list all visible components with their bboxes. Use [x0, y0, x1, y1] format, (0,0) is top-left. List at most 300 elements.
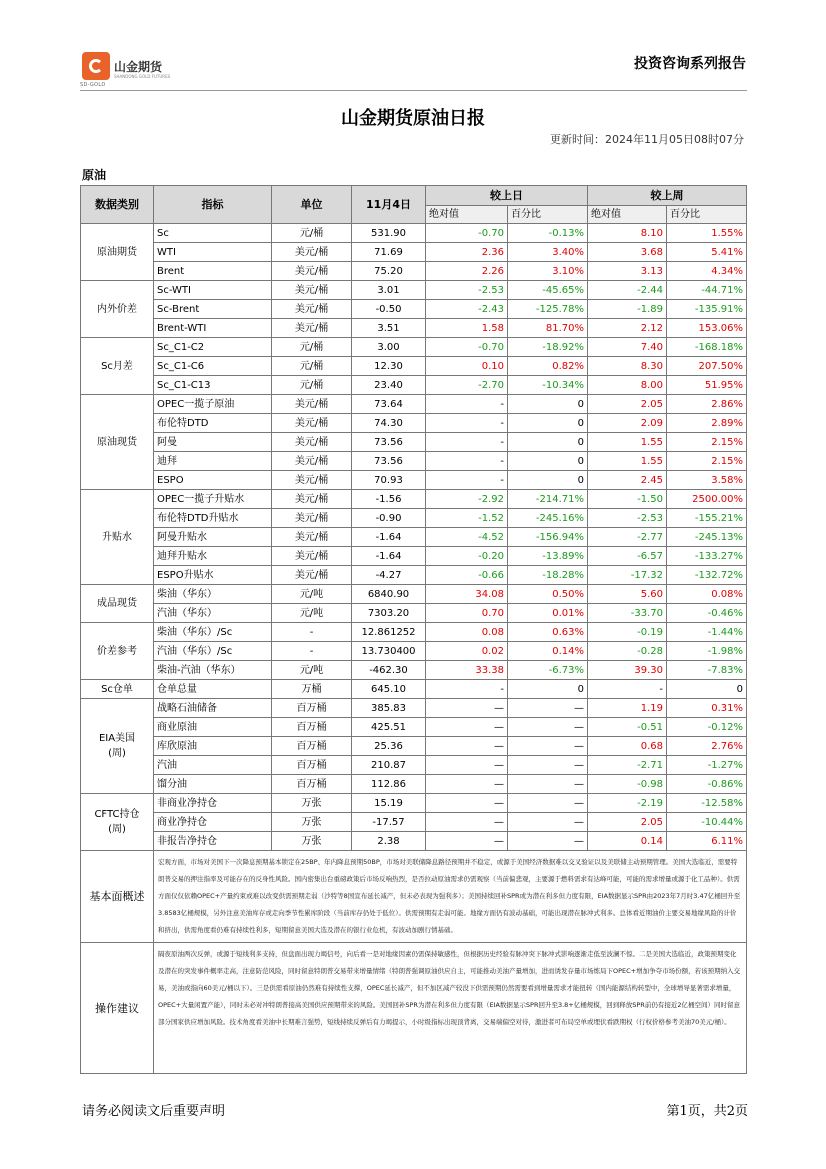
value-cell: 13.730400 — [352, 642, 426, 661]
advice-label: 操作建议 — [81, 943, 154, 1074]
unit-cell: 元/桶 — [272, 224, 352, 243]
indicator-cell: 柴油（华东） — [154, 585, 272, 604]
day-abs-cell: - — [426, 452, 508, 471]
day-abs-cell: — — [426, 813, 508, 832]
day-abs-cell: -2.53 — [426, 281, 508, 300]
table-row — [81, 452, 747, 471]
page-header — [0, 0, 826, 100]
week-pct-cell: -1.44% — [667, 623, 747, 642]
category-cell: EIA美国 (周) — [81, 699, 154, 794]
advice-row — [81, 943, 747, 1074]
category-cell: 原油现货 — [81, 395, 154, 490]
week-pct-cell: 2.15% — [667, 452, 747, 471]
value-cell: 7303.20 — [352, 604, 426, 623]
day-pct-cell: — — [508, 718, 588, 737]
week-abs-cell: -0.51 — [588, 718, 667, 737]
col-vs-prev-day: 较上日 — [426, 186, 588, 206]
table-row — [81, 604, 747, 623]
day-pct-cell: 0.63% — [508, 623, 588, 642]
week-pct-cell: -245.13% — [667, 528, 747, 547]
week-abs-cell: -1.89 — [588, 300, 667, 319]
footer-page-number: 第1页，共2页 — [666, 1104, 748, 1119]
table-row — [81, 300, 747, 319]
value-cell: 71.69 — [352, 243, 426, 262]
table-row — [81, 357, 747, 376]
indicator-cell: Sc_C1-C13 — [154, 376, 272, 395]
day-pct-cell: — — [508, 699, 588, 718]
week-abs-cell: 2.09 — [588, 414, 667, 433]
value-cell: 210.87 — [352, 756, 426, 775]
col-week-abs: 绝对值 — [588, 206, 667, 224]
unit-cell: 美元/桶 — [272, 452, 352, 471]
indicator-cell: 库欣原油 — [154, 737, 272, 756]
day-pct-cell: — — [508, 737, 588, 756]
week-abs-cell: -2.19 — [588, 794, 667, 813]
day-abs-cell: — — [426, 775, 508, 794]
day-pct-cell: -245.16% — [508, 509, 588, 528]
day-abs-cell: — — [426, 832, 508, 851]
week-abs-cell: -2.44 — [588, 281, 667, 300]
day-pct-cell: 0.82% — [508, 357, 588, 376]
unit-cell: 美元/桶 — [272, 262, 352, 281]
week-pct-cell: -7.83% — [667, 661, 747, 680]
week-abs-cell: 0.68 — [588, 737, 667, 756]
logo-sub: SD-GOLD — [80, 82, 106, 88]
day-pct-cell: 0 — [508, 414, 588, 433]
week-pct-cell: 1.55% — [667, 224, 747, 243]
value-cell: 645.10 — [352, 680, 426, 699]
indicator-cell: 柴油（华东）/Sc — [154, 623, 272, 642]
day-pct-cell: -125.78% — [508, 300, 588, 319]
week-pct-cell: -155.21% — [667, 509, 747, 528]
category-cell: 内外价差 — [81, 281, 154, 338]
value-cell: 15.19 — [352, 794, 426, 813]
indicator-cell: OPEC一揽子升贴水 — [154, 490, 272, 509]
value-cell: 385.83 — [352, 699, 426, 718]
unit-cell: 美元/桶 — [272, 471, 352, 490]
col-category: 数据类别 — [81, 186, 154, 224]
day-abs-cell: - — [426, 414, 508, 433]
value-cell: -0.50 — [352, 300, 426, 319]
day-abs-cell: -2.92 — [426, 490, 508, 509]
day-abs-cell: -1.52 — [426, 509, 508, 528]
table-row — [81, 623, 747, 642]
logo-english: SHANDONG GOLD FUTURES — [114, 74, 171, 79]
value-cell: 3.00 — [352, 338, 426, 357]
indicator-cell: Sc — [154, 224, 272, 243]
fundamentals-row — [81, 851, 747, 943]
week-pct-cell: -132.72% — [667, 566, 747, 585]
indicator-cell: Sc_C1-C6 — [154, 357, 272, 376]
table-row — [81, 509, 747, 528]
day-pct-cell: — — [508, 775, 588, 794]
col-vs-prev-week: 较上周 — [588, 186, 747, 206]
week-abs-cell: 2.12 — [588, 319, 667, 338]
value-cell: -0.90 — [352, 509, 426, 528]
unit-cell: 美元/桶 — [272, 319, 352, 338]
unit-cell: 元/吨 — [272, 604, 352, 623]
day-pct-cell: 0.14% — [508, 642, 588, 661]
table-row — [81, 775, 747, 794]
week-abs-cell: 3.13 — [588, 262, 667, 281]
week-abs-cell: -17.32 — [588, 566, 667, 585]
day-abs-cell: 2.36 — [426, 243, 508, 262]
day-pct-cell: 0 — [508, 395, 588, 414]
value-cell: 74.30 — [352, 414, 426, 433]
week-pct-cell: 2.15% — [667, 433, 747, 452]
day-pct-cell: 0 — [508, 680, 588, 699]
value-cell: -4.27 — [352, 566, 426, 585]
day-pct-cell: 0 — [508, 452, 588, 471]
unit-cell: 万张 — [272, 832, 352, 851]
week-abs-cell: 39.30 — [588, 661, 667, 680]
table-row — [81, 813, 747, 832]
value-cell: -1.64 — [352, 528, 426, 547]
table-row — [81, 756, 747, 775]
table-row — [81, 319, 747, 338]
week-pct-cell: -0.86% — [667, 775, 747, 794]
week-pct-cell: 2.86% — [667, 395, 747, 414]
table-row — [81, 433, 747, 452]
table-row — [81, 414, 747, 433]
week-abs-cell: 3.68 — [588, 243, 667, 262]
page-title: 山金期货原油日报 — [341, 108, 485, 129]
week-pct-cell: 6.11% — [667, 832, 747, 851]
day-abs-cell: - — [426, 433, 508, 452]
unit-cell: 美元/桶 — [272, 547, 352, 566]
day-abs-cell: -0.20 — [426, 547, 508, 566]
footer-notice: 请务必阅读文后重要声明 — [82, 1104, 226, 1119]
category-cell: Sc仓单 — [81, 680, 154, 699]
day-abs-cell: — — [426, 756, 508, 775]
indicator-cell: Sc-Brent — [154, 300, 272, 319]
indicator-cell: 战略石油储备 — [154, 699, 272, 718]
week-pct-cell: -1.98% — [667, 642, 747, 661]
week-abs-cell: -0.98 — [588, 775, 667, 794]
week-pct-cell: -168.18% — [667, 338, 747, 357]
unit-cell: 美元/桶 — [272, 395, 352, 414]
day-abs-cell: -2.70 — [426, 376, 508, 395]
week-abs-cell: -2.53 — [588, 509, 667, 528]
table-row — [81, 262, 747, 281]
unit-cell: 百万桶 — [272, 775, 352, 794]
week-pct-cell: 3.58% — [667, 471, 747, 490]
week-abs-cell: -33.70 — [588, 604, 667, 623]
week-pct-cell: -12.58% — [667, 794, 747, 813]
value-cell: 73.56 — [352, 452, 426, 471]
week-pct-cell: 0.08% — [667, 585, 747, 604]
value-cell: 25.36 — [352, 737, 426, 756]
day-abs-cell: -0.70 — [426, 338, 508, 357]
value-cell: 3.01 — [352, 281, 426, 300]
unit-cell: 美元/桶 — [272, 433, 352, 452]
value-cell: -1.56 — [352, 490, 426, 509]
indicator-cell: 非商业净持仓 — [154, 794, 272, 813]
unit-cell: 美元/桶 — [272, 281, 352, 300]
table-row — [81, 224, 747, 243]
unit-cell: 美元/桶 — [272, 300, 352, 319]
unit-cell: 美元/桶 — [272, 509, 352, 528]
week-abs-cell: -1.50 — [588, 490, 667, 509]
table-row — [81, 585, 747, 604]
week-pct-cell: 51.95% — [667, 376, 747, 395]
table-row — [81, 243, 747, 262]
week-pct-cell: 4.34% — [667, 262, 747, 281]
indicator-cell: 迪拜 — [154, 452, 272, 471]
indicator-cell: 迪拜升贴水 — [154, 547, 272, 566]
table-row — [81, 737, 747, 756]
category-cell: CFTC持仓 (周) — [81, 794, 154, 851]
week-abs-cell: 8.30 — [588, 357, 667, 376]
unit-cell: 元/吨 — [272, 585, 352, 604]
category-cell: Sc月差 — [81, 338, 154, 395]
table-row — [81, 661, 747, 680]
unit-cell: 元/桶 — [272, 376, 352, 395]
day-abs-cell: — — [426, 737, 508, 756]
day-pct-cell: -156.94% — [508, 528, 588, 547]
day-pct-cell: -18.28% — [508, 566, 588, 585]
day-pct-cell: — — [508, 832, 588, 851]
week-pct-cell: 2500.00% — [667, 490, 747, 509]
day-abs-cell: 1.58 — [426, 319, 508, 338]
indicator-cell: Sc_C1-C2 — [154, 338, 272, 357]
table-row — [81, 832, 747, 851]
category-cell: 原油期货 — [81, 224, 154, 281]
unit-cell: - — [272, 623, 352, 642]
day-abs-cell: -2.43 — [426, 300, 508, 319]
value-cell: 73.56 — [352, 433, 426, 452]
value-cell: 531.90 — [352, 224, 426, 243]
unit-cell: 美元/桶 — [272, 528, 352, 547]
day-pct-cell: -10.34% — [508, 376, 588, 395]
day-abs-cell: 2.26 — [426, 262, 508, 281]
indicator-cell: ESPO升贴水 — [154, 566, 272, 585]
company-logo-icon — [82, 52, 110, 80]
indicator-cell: WTI — [154, 243, 272, 262]
day-pct-cell: -45.65% — [508, 281, 588, 300]
section-label: 原油 — [82, 168, 107, 182]
day-pct-cell: -214.71% — [508, 490, 588, 509]
day-pct-cell: -13.89% — [508, 547, 588, 566]
week-pct-cell: -0.12% — [667, 718, 747, 737]
week-pct-cell: 0 — [667, 680, 747, 699]
week-abs-cell: -2.71 — [588, 756, 667, 775]
week-abs-cell: -0.19 — [588, 623, 667, 642]
week-abs-cell: -0.28 — [588, 642, 667, 661]
logo-name: 山金期货 — [114, 60, 163, 74]
col-week-pct: 百分比 — [667, 206, 747, 224]
col-date: 11月4日 — [352, 186, 426, 224]
day-abs-cell: - — [426, 471, 508, 490]
week-abs-cell: 5.60 — [588, 585, 667, 604]
week-abs-cell: 2.05 — [588, 813, 667, 832]
value-cell: -17.57 — [352, 813, 426, 832]
col-day-pct: 百分比 — [508, 206, 588, 224]
day-abs-cell: 34.08 — [426, 585, 508, 604]
day-pct-cell: -0.13% — [508, 224, 588, 243]
week-abs-cell: 1.19 — [588, 699, 667, 718]
day-abs-cell: 33.38 — [426, 661, 508, 680]
week-pct-cell: -133.27% — [667, 547, 747, 566]
col-unit: 单位 — [272, 186, 352, 224]
table-row — [81, 566, 747, 585]
unit-cell: 美元/桶 — [272, 566, 352, 585]
week-pct-cell: 2.89% — [667, 414, 747, 433]
indicator-cell: 阿曼 — [154, 433, 272, 452]
update-time: 更新时间：2024年11月05日08时07分 — [550, 133, 744, 146]
week-pct-cell: 2.76% — [667, 737, 747, 756]
day-pct-cell: 81.70% — [508, 319, 588, 338]
week-pct-cell: -0.46% — [667, 604, 747, 623]
value-cell: -1.64 — [352, 547, 426, 566]
unit-cell: 百万桶 — [272, 756, 352, 775]
col-day-abs: 绝对值 — [426, 206, 508, 224]
week-abs-cell: 8.00 — [588, 376, 667, 395]
value-cell: 12.30 — [352, 357, 426, 376]
indicator-cell: 布伦特DTD — [154, 414, 272, 433]
unit-cell: 百万桶 — [272, 737, 352, 756]
fundamentals-label: 基本面概述 — [81, 851, 154, 943]
day-pct-cell: -6.73% — [508, 661, 588, 680]
advice-text: 隔夜原油两次反弹，或源于短线利多支持，但盘面出现力竭信号，向后看一是对地缘因素仍需保持敏感性，但根据历史经验有脉冲突下脉冲式影响逐渐走低至波澜不惊。二是美国大选临近，政策预期变化及潜在的突发事件概率走高，注意防范风险，同时留意特朗普交易带来增量情绪（特朗普强调原油供应自主，可能推动美油产量增加，进而诱发存量市场炼局下OPEC+增加争夺市场份额，若该预期纳入交易，美油或指向60美元/桶以下）。三是供需看原油仍然难有持续性支撑，OPEC延长减产，但不加区减产较没下供需预期仍然需要看到增量需求才能扭转（国内能源结构转型中，全球增导显著需求增量，OPEC+大量闲置产能），同时未必对冲特朗普接高美国供应预期带来的风险。美国回补SPR为潜在利多但力度有限（EIA数据显示SPR回升至3.8+亿桶规模，回到释放SPR前仍有接近2亿桶空间）同时留意部分国家供应增加风险。技术角度看美油中长期难言强势，短线持续反弹后有力竭提示，小时级指标出现顶背离，交易端偏空对待，激进者可布局空单或埋伏看跌期权（行权价格参考美油70美元/桶）。 — [154, 943, 747, 1074]
category-cell: 成品现货 — [81, 585, 154, 623]
crude-oil-table — [80, 185, 747, 1074]
value-cell: 73.64 — [352, 395, 426, 414]
value-cell: 112.86 — [352, 775, 426, 794]
table-row — [81, 281, 747, 300]
indicator-cell: Sc-WTI — [154, 281, 272, 300]
value-cell: -462.30 — [352, 661, 426, 680]
value-cell: 75.20 — [352, 262, 426, 281]
table-row — [81, 490, 747, 509]
week-pct-cell: 207.50% — [667, 357, 747, 376]
day-abs-cell: - — [426, 395, 508, 414]
week-abs-cell: 7.40 — [588, 338, 667, 357]
table-row — [81, 680, 747, 699]
unit-cell: 百万桶 — [272, 699, 352, 718]
day-pct-cell: 0.01% — [508, 604, 588, 623]
week-abs-cell: 1.55 — [588, 433, 667, 452]
unit-cell: 元/桶 — [272, 338, 352, 357]
unit-cell: - — [272, 642, 352, 661]
day-abs-cell: 0.70 — [426, 604, 508, 623]
table-row — [81, 376, 747, 395]
week-abs-cell: 2.45 — [588, 471, 667, 490]
indicator-cell: 布伦特DTD升贴水 — [154, 509, 272, 528]
unit-cell: 万张 — [272, 794, 352, 813]
category-cell: 价差参考 — [81, 623, 154, 680]
indicator-cell: 阿曼升贴水 — [154, 528, 272, 547]
value-cell: 6840.90 — [352, 585, 426, 604]
day-pct-cell: — — [508, 813, 588, 832]
day-pct-cell: -18.92% — [508, 338, 588, 357]
week-abs-cell: - — [588, 680, 667, 699]
week-abs-cell: 2.05 — [588, 395, 667, 414]
indicator-cell: 馏分油 — [154, 775, 272, 794]
indicator-cell: 商业净持仓 — [154, 813, 272, 832]
day-abs-cell: -0.70 — [426, 224, 508, 243]
table-row — [81, 699, 747, 718]
table-header-row — [81, 186, 747, 206]
day-abs-cell: -4.52 — [426, 528, 508, 547]
fundamentals-text: 宏观方面，市场对美国下一次降息预期基本锁定在25BP、年内降息预期50BP，市场对美联储降息路径预期并不稳定，或源于美国经济数据难以交叉验证以及美联储主动预期管理。美国大选临近，需要特朗普交易的押注指率及可能存在的反身性风险。国内密集出台重磅政策后市场反响热烈，是否拉动原油需求仍需观察（当前偏悲观，主要源于燃料需求有达峰可能，可能的需求增量或源于化工品种）。供需方面仅仅依赖OPEC+产量约束或难以改变供需预期走弱（沙特等8国宣布延长减产，但未必表现为强利多）；美国持续回补SPR或为潜在利多但力度有限，EIA数据显示SPR由2023年7月时3.47亿桶回升至3.8583亿桶规模，另外注意美油库存或走向季节性累库阶段（当前库存仍处于低位）。供需预期有走弱可能。地缘方面仍有波动基础，可能出现潜在脉冲式利多。总体看近期油价主要交易地缘风险的计价和挤出，供需角度看仍难有持续性利多，短期留意美国大选及潜在的银行业危机，有波动加剧行情基础。 — [154, 851, 747, 943]
week-pct-cell: 5.41% — [667, 243, 747, 262]
indicator-cell: 仓单总量 — [154, 680, 272, 699]
day-pct-cell: 3.10% — [508, 262, 588, 281]
indicator-cell: 汽油（华东） — [154, 604, 272, 623]
value-cell: 2.38 — [352, 832, 426, 851]
report-series: 投资咨询系列报告 — [634, 56, 746, 72]
day-pct-cell: — — [508, 794, 588, 813]
week-pct-cell: -1.27% — [667, 756, 747, 775]
week-abs-cell: 8.10 — [588, 224, 667, 243]
header-divider — [80, 90, 747, 91]
day-pct-cell: 0.50% — [508, 585, 588, 604]
table-row — [81, 528, 747, 547]
day-pct-cell: 0 — [508, 433, 588, 452]
table-row — [81, 547, 747, 566]
week-abs-cell: 0.14 — [588, 832, 667, 851]
unit-cell: 万桶 — [272, 680, 352, 699]
week-pct-cell: 0.31% — [667, 699, 747, 718]
unit-cell: 元/吨 — [272, 661, 352, 680]
unit-cell: 美元/桶 — [272, 414, 352, 433]
indicator-cell: OPEC一揽子原油 — [154, 395, 272, 414]
table-row — [81, 794, 747, 813]
indicator-cell: Brent — [154, 262, 272, 281]
day-pct-cell: — — [508, 756, 588, 775]
week-abs-cell: -6.57 — [588, 547, 667, 566]
indicator-cell: Brent-WTI — [154, 319, 272, 338]
day-abs-cell: -0.66 — [426, 566, 508, 585]
value-cell: 425.51 — [352, 718, 426, 737]
unit-cell: 百万桶 — [272, 718, 352, 737]
unit-cell: 美元/桶 — [272, 243, 352, 262]
week-pct-cell: -10.44% — [667, 813, 747, 832]
value-cell: 70.93 — [352, 471, 426, 490]
indicator-cell: 柴油-汽油（华东） — [154, 661, 272, 680]
week-pct-cell: -44.71% — [667, 281, 747, 300]
day-abs-cell: - — [426, 680, 508, 699]
category-cell: 升贴水 — [81, 490, 154, 585]
unit-cell: 美元/桶 — [272, 490, 352, 509]
week-pct-cell: 153.06% — [667, 319, 747, 338]
table-row — [81, 718, 747, 737]
value-cell: 12.861252 — [352, 623, 426, 642]
unit-cell: 万张 — [272, 813, 352, 832]
day-pct-cell: 3.40% — [508, 243, 588, 262]
day-abs-cell: 0.10 — [426, 357, 508, 376]
indicator-cell: ESPO — [154, 471, 272, 490]
value-cell: 3.51 — [352, 319, 426, 338]
indicator-cell: 商业原油 — [154, 718, 272, 737]
table-row — [81, 395, 747, 414]
table-row — [81, 338, 747, 357]
day-pct-cell: 0 — [508, 471, 588, 490]
week-abs-cell: -2.77 — [588, 528, 667, 547]
unit-cell: 元/桶 — [272, 357, 352, 376]
day-abs-cell: 0.02 — [426, 642, 508, 661]
value-cell: 23.40 — [352, 376, 426, 395]
table-row — [81, 471, 747, 490]
day-abs-cell: — — [426, 794, 508, 813]
table-row — [81, 642, 747, 661]
day-abs-cell: — — [426, 718, 508, 737]
indicator-cell: 汽油（华东）/Sc — [154, 642, 272, 661]
week-pct-cell: -135.91% — [667, 300, 747, 319]
day-abs-cell: 0.08 — [426, 623, 508, 642]
day-abs-cell: — — [426, 699, 508, 718]
